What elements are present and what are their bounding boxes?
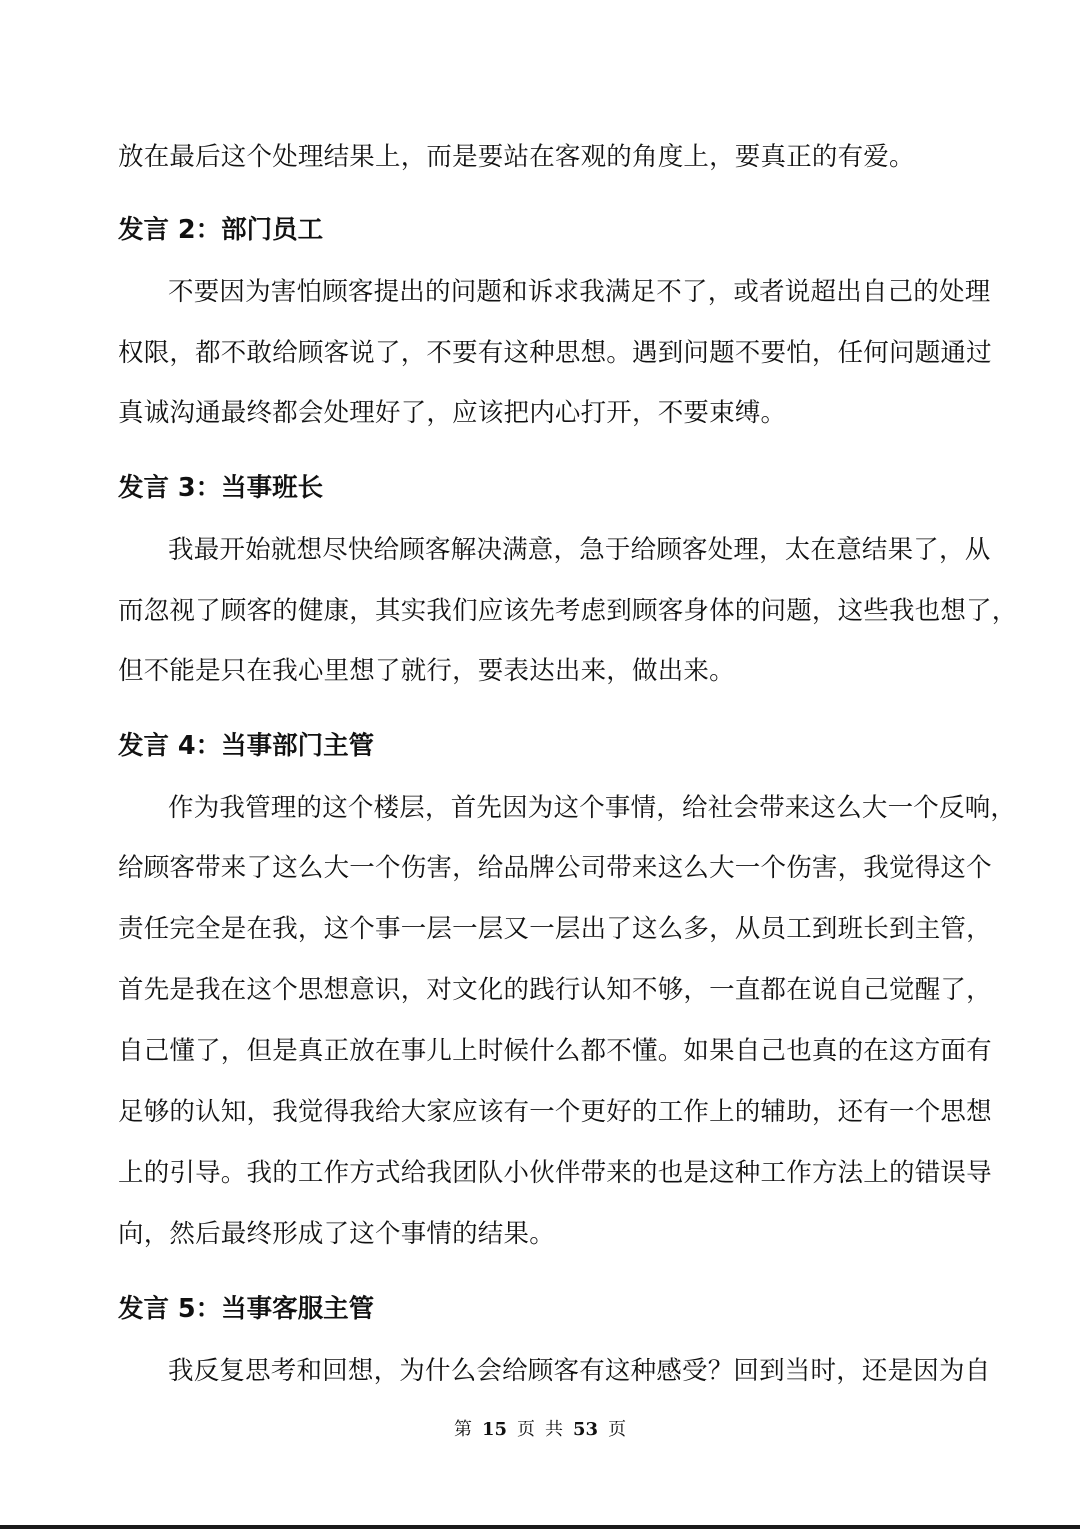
- total-pages: 53: [573, 1419, 599, 1440]
- footer-ye: 页: [517, 1419, 535, 1440]
- paragraph-line: 向，然后最终形成了这个事情的结果。: [118, 1219, 555, 1249]
- paragraph-line: 作为我管理的这个楼层，首先因为这个事情，给社会带来这么大一个反响，: [168, 793, 1017, 823]
- footer-ye: 页: [608, 1419, 627, 1440]
- speech-heading-4: 发言 4：当事部门主管: [118, 731, 375, 761]
- paragraph-line: 真诚沟通最终都会处理好了，应该把内心打开，不要束缚。: [118, 398, 787, 428]
- paragraph-line: 足够的认知，我觉得我给大家应该有一个更好的工作上的辅助，还有一个思想: [118, 1097, 992, 1127]
- paragraph-line: 放在最后这个处理结果上，而是要站在客观的角度上，要真正的有爱。: [118, 142, 915, 172]
- paragraph-line: 给顾客带来了这么大一个伤害，给品牌公司带来这么大一个伤害，我觉得这个: [118, 853, 992, 883]
- page-number: 15: [481, 1419, 507, 1440]
- speech-heading-2: 发言 2：部门员工: [118, 215, 324, 245]
- page-bottom-edge: [0, 1525, 1080, 1529]
- paragraph-line: 我最开始就想尽快给顾客解决满意，急于给顾客处理，太在意结果了，从: [168, 535, 991, 565]
- footer-gong: 共: [545, 1419, 563, 1440]
- page-footer: [0, 1418, 1080, 1442]
- paragraph-line: 自己懂了，但是真正放在事儿上时候什么都不懂。如果自己也真的在这方面有: [118, 1036, 992, 1066]
- paragraph-line: 上的引导。我的工作方式给我团队小伙伴带来的也是这种工作方法上的错误导: [118, 1158, 992, 1188]
- paragraph-line: 而忽视了顾客的健康，其实我们应该先考虑到顾客身体的问题，这些我也想了，: [118, 596, 1018, 626]
- speech-heading-5: 发言 5：当事客服主管: [118, 1294, 375, 1324]
- paragraph-line: 但不能是只在我心里想了就行，要表达出来，做出来。: [118, 656, 735, 686]
- speech-heading-3: 发言 3：当事班长: [118, 473, 324, 503]
- footer-di: 第: [453, 1419, 472, 1440]
- paragraph-line: 我反复思考和回想，为什么会给顾客有这种感受？回到当时，还是因为自: [168, 1356, 991, 1386]
- paragraph-line: 首先是我在这个思想意识，对文化的践行认知不够，一直都在说自己觉醒了，: [118, 975, 992, 1005]
- paragraph-line: 权限，都不敢给顾客说了，不要有这种思想。遇到问题不要怕，任何问题通过: [118, 338, 992, 368]
- paragraph-line: 责任完全是在我，这个事一层一层又一层出了这么多，从员工到班长到主管，: [118, 914, 992, 944]
- paragraph-line: 不要因为害怕顾客提出的问题和诉求我满足不了，或者说超出自己的处理: [168, 277, 991, 307]
